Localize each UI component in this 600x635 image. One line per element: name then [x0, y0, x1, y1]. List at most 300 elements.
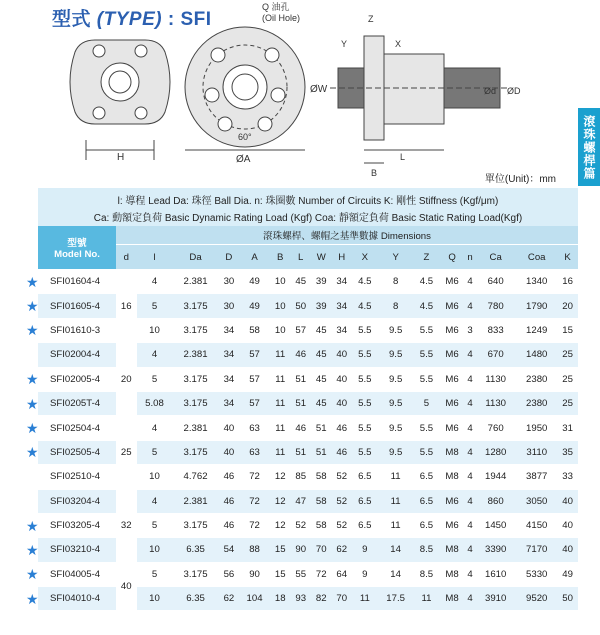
cell-x: 5.5 [352, 391, 378, 415]
cell-coa: 2380 [516, 367, 557, 391]
cell-n: 4 [465, 367, 475, 391]
model-cell: SFI02504-4 [38, 416, 116, 440]
cell-d: 54 [219, 538, 240, 562]
cell-ca: 640 [475, 270, 516, 294]
cell-k: 40 [557, 489, 578, 513]
cell-l: 90 [290, 538, 311, 562]
cell-ca: 670 [475, 343, 516, 367]
cell-da: 2.381 [172, 416, 218, 440]
cell-n: 4 [465, 416, 475, 440]
column-header-z: Z [414, 245, 440, 270]
cell-coa: 1790 [516, 294, 557, 318]
cell-k: 49 [557, 562, 578, 586]
cell-n: 3 [465, 318, 475, 342]
cell-w: 51 [311, 416, 332, 440]
cell-w: 45 [311, 367, 332, 391]
cell-q: M8 [439, 562, 465, 586]
cell-n: 4 [465, 489, 475, 513]
cell-n: 4 [465, 440, 475, 464]
cell-da: 3.175 [172, 294, 218, 318]
cell-d: 30 [219, 294, 240, 318]
cell-coa: 1950 [516, 416, 557, 440]
cell-d: 34 [219, 391, 240, 415]
model-cell: SFI02004-4 [38, 343, 116, 367]
cell-k: 50 [557, 587, 578, 611]
cell-n: 4 [465, 562, 475, 586]
cell-y: 8 [378, 294, 414, 318]
cell-x: 5.5 [352, 440, 378, 464]
cell-n: 4 [465, 587, 475, 611]
column-header-d: D [219, 245, 240, 270]
cell-w: 39 [311, 270, 332, 294]
cell-x: 6.5 [352, 489, 378, 513]
cell-a: 58 [239, 318, 270, 342]
star-icon: ★ [26, 420, 39, 437]
cell-coa: 3050 [516, 489, 557, 513]
star-icon: ★ [26, 566, 39, 583]
cell-ca: 780 [475, 294, 516, 318]
cell-y: 9.5 [378, 343, 414, 367]
cell-q: M6 [439, 416, 465, 440]
cell-y: 9.5 [378, 440, 414, 464]
cell-l: 46 [290, 343, 311, 367]
dim-D-label: ØD [507, 86, 521, 96]
cell-h: 46 [332, 416, 353, 440]
dim-X-label: X [395, 39, 402, 49]
cell-da: 6.35 [172, 587, 218, 611]
cell-q: M8 [439, 538, 465, 562]
cell-da: 4.762 [172, 465, 218, 489]
cell-h: 40 [332, 391, 353, 415]
cell-a: 57 [239, 367, 270, 391]
cell-da: 3.175 [172, 367, 218, 391]
cell-d: 56 [219, 562, 240, 586]
table-row [38, 343, 578, 367]
cell-w: 45 [311, 391, 332, 415]
cell-h: 52 [332, 513, 353, 537]
cell-h: 52 [332, 465, 353, 489]
column-header-x: X [352, 245, 378, 270]
cell-y: 11 [378, 489, 414, 513]
cell-l: 57 [290, 318, 311, 342]
cell-l: 10 [137, 587, 173, 611]
cell-l: 5 [137, 294, 173, 318]
cell-l: 55 [290, 562, 311, 586]
cell-w: 45 [311, 318, 332, 342]
cell-coa: 1249 [516, 318, 557, 342]
cell-a: 57 [239, 391, 270, 415]
column-header-n: n [465, 245, 475, 270]
cell-a: 90 [239, 562, 270, 586]
cell-z: 6.5 [414, 489, 440, 513]
model-cell: SFI04010-4 [38, 587, 116, 611]
cell-w: 58 [311, 489, 332, 513]
star-icon: ★ [26, 395, 39, 412]
cell-l: 47 [290, 489, 311, 513]
column-header-k: K [557, 245, 578, 270]
dim-d-label: Ød [484, 86, 497, 96]
cell-b: 10 [270, 270, 291, 294]
cell-x: 9 [352, 562, 378, 586]
cell-q: M8 [439, 587, 465, 611]
cell-l: 85 [290, 465, 311, 489]
legend-box [38, 188, 578, 226]
cell-n: 4 [465, 513, 475, 537]
cell-k: 25 [557, 367, 578, 391]
model-cell: SFI03210-4 [38, 538, 116, 562]
star-icon: ★ [26, 541, 39, 558]
cell-b: 12 [270, 513, 291, 537]
cell-a: 63 [239, 440, 270, 464]
cell-l: 10 [137, 538, 173, 562]
cell-a: 88 [239, 538, 270, 562]
star-icon: ★ [26, 322, 39, 339]
cell-x: 6.5 [352, 513, 378, 537]
table-row [38, 489, 578, 513]
cell-ca: 1944 [475, 465, 516, 489]
cell-h: 46 [332, 440, 353, 464]
model-cell: SFI01610-3 [38, 318, 116, 342]
cell-x: 5.5 [352, 343, 378, 367]
dim-angle-label: 60° [238, 132, 252, 142]
cell-w: 45 [311, 343, 332, 367]
cell-n: 4 [465, 343, 475, 367]
cell-k: 25 [557, 391, 578, 415]
cell-k: 16 [557, 270, 578, 294]
cell-b: 12 [270, 465, 291, 489]
dim-H-label: H [117, 152, 125, 163]
cell-b: 11 [270, 391, 291, 415]
cell-y: 14 [378, 538, 414, 562]
cell-a: 49 [239, 294, 270, 318]
cell-b: 10 [270, 294, 291, 318]
cell-da: 3.175 [172, 391, 218, 415]
model-header: 型號 Model No. [38, 226, 116, 270]
cell-l: 52 [290, 513, 311, 537]
nut-side-view [330, 36, 508, 163]
cell-x: 11 [352, 587, 378, 611]
cell-da: 2.381 [172, 343, 218, 367]
cell-coa: 7170 [516, 538, 557, 562]
star-icon: ★ [26, 371, 39, 388]
cell-b: 12 [270, 489, 291, 513]
cell-k: 15 [557, 318, 578, 342]
cell-d: 25 [116, 416, 137, 489]
cell-w: 70 [311, 538, 332, 562]
dim-Z-label: Z [368, 14, 374, 24]
star-icon: ★ [26, 298, 39, 315]
cell-coa: 5330 [516, 562, 557, 586]
cell-a: 104 [239, 587, 270, 611]
cell-b: 18 [270, 587, 291, 611]
star-icon: ★ [26, 273, 39, 290]
cell-d: 40 [219, 440, 240, 464]
cell-a: 72 [239, 465, 270, 489]
cell-n: 4 [465, 270, 475, 294]
cell-k: 40 [557, 513, 578, 537]
cell-coa: 1340 [516, 270, 557, 294]
column-header-h: H [332, 245, 353, 270]
cell-a: 57 [239, 343, 270, 367]
cell-l: 93 [290, 587, 311, 611]
cell-k: 40 [557, 538, 578, 562]
cell-y: 9.5 [378, 367, 414, 391]
cell-d: 46 [219, 489, 240, 513]
cell-y: 17.5 [378, 587, 414, 611]
table-row [38, 562, 578, 586]
oil-hole-label: Q 油孔 [262, 2, 290, 12]
cell-q: M6 [439, 391, 465, 415]
cell-z: 4.5 [414, 294, 440, 318]
star-icon: ★ [26, 517, 39, 534]
cell-z: 5.5 [414, 367, 440, 391]
cell-z: 5.5 [414, 343, 440, 367]
dim-W-label: ØW [310, 84, 328, 95]
cell-ca: 3910 [475, 587, 516, 611]
cell-d: 40 [116, 562, 137, 611]
cell-q: M6 [439, 270, 465, 294]
cell-ca: 3390 [475, 538, 516, 562]
cell-w: 51 [311, 440, 332, 464]
cell-coa: 3110 [516, 440, 557, 464]
model-cell: SFI02505-4 [38, 440, 116, 464]
model-cell: SFI03204-4 [38, 489, 116, 513]
cell-k: 35 [557, 440, 578, 464]
cell-d: 62 [219, 587, 240, 611]
oil-hole-label-en: (Oil Hole) [262, 13, 301, 23]
cell-ca: 1610 [475, 562, 516, 586]
cell-ca: 1450 [475, 513, 516, 537]
column-header-ca: Ca [475, 245, 516, 270]
cell-k: 31 [557, 416, 578, 440]
cell-z: 5 [414, 391, 440, 415]
cell-q: M6 [439, 294, 465, 318]
legend-line-1: l: 導程 Lead Da: 珠徑 Ball Dia. n: 珠圈數 Number of Circuits K: 剛性 Stiffness (Kgf/μm) [117, 196, 499, 207]
cell-z: 6.5 [414, 513, 440, 537]
cell-w: 39 [311, 294, 332, 318]
cell-x: 4.5 [352, 294, 378, 318]
dim-A-label: ØA [236, 154, 251, 165]
cell-h: 34 [332, 270, 353, 294]
cell-l: 4 [137, 270, 173, 294]
cell-q: M6 [439, 343, 465, 367]
cell-y: 14 [378, 562, 414, 586]
cell-x: 6.5 [352, 465, 378, 489]
cell-n: 4 [465, 538, 475, 562]
cell-d: 46 [219, 513, 240, 537]
section-tab[interactable]: 滾珠螺桿篇 [578, 108, 600, 186]
legend-line-2: Ca: 動額定負荷 Basic Dynamic Rating Load (Kgf) Coa: 靜額定負荷 Basic Static Rating Load(Kgf) [93, 213, 523, 224]
column-header-coa: Coa [516, 245, 557, 270]
cell-d: 40 [219, 416, 240, 440]
cell-ca: 833 [475, 318, 516, 342]
cell-x: 5.5 [352, 318, 378, 342]
cell-ca: 1130 [475, 367, 516, 391]
column-header-a: A [239, 245, 270, 270]
cell-y: 11 [378, 513, 414, 537]
cell-q: M6 [439, 513, 465, 537]
cell-da: 3.175 [172, 562, 218, 586]
cell-z: 6.5 [414, 465, 440, 489]
cell-b: 11 [270, 343, 291, 367]
column-header-q: Q [439, 245, 465, 270]
cell-b: 11 [270, 367, 291, 391]
dim-Y-label: Y [341, 39, 348, 49]
flange-front-view-truncated [70, 40, 170, 160]
cell-z: 5.5 [414, 318, 440, 342]
table-row [38, 416, 578, 440]
cell-n: 4 [465, 465, 475, 489]
cell-l: 10 [137, 318, 173, 342]
cell-coa: 1480 [516, 343, 557, 367]
cell-d: 32 [116, 489, 137, 562]
cell-z: 8.5 [414, 562, 440, 586]
cell-da: 3.175 [172, 318, 218, 342]
cell-l: 5 [137, 562, 173, 586]
column-header-l: l [137, 245, 173, 270]
cell-coa: 3877 [516, 465, 557, 489]
cell-l: 46 [290, 416, 311, 440]
cell-ca: 860 [475, 489, 516, 513]
cell-n: 4 [465, 391, 475, 415]
cell-b: 10 [270, 318, 291, 342]
cell-ca: 1130 [475, 391, 516, 415]
cell-n: 4 [465, 294, 475, 318]
cell-da: 3.175 [172, 440, 218, 464]
cell-l: 51 [290, 367, 311, 391]
cell-q: M8 [439, 440, 465, 464]
cell-x: 9 [352, 538, 378, 562]
model-cell: SFI03205-4 [38, 513, 116, 537]
cell-y: 11 [378, 465, 414, 489]
cell-da: 3.175 [172, 513, 218, 537]
spec-table [38, 226, 578, 611]
cell-y: 9.5 [378, 416, 414, 440]
column-header-da: Da [172, 245, 218, 270]
cell-l: 10 [137, 465, 173, 489]
cell-b: 11 [270, 440, 291, 464]
cell-l: 50 [290, 294, 311, 318]
cell-x: 5.5 [352, 367, 378, 391]
model-cell: SFI02005-4 [38, 367, 116, 391]
cell-d: 34 [219, 343, 240, 367]
cell-q: M6 [439, 367, 465, 391]
cell-l: 5 [137, 513, 173, 537]
cell-coa: 4150 [516, 513, 557, 537]
cell-a: 72 [239, 489, 270, 513]
page-title: 型式 (TYPE) : SFI [52, 9, 212, 30]
unit-label: 單位(Unit)：mm [484, 174, 556, 185]
cell-h: 34 [332, 294, 353, 318]
star-icon: ★ [26, 590, 39, 607]
cell-ca: 760 [475, 416, 516, 440]
cell-z: 8.5 [414, 538, 440, 562]
cell-l: 4 [137, 343, 173, 367]
cell-a: 63 [239, 416, 270, 440]
cell-k: 33 [557, 465, 578, 489]
model-cell: SFI02510-4 [38, 465, 116, 489]
cell-q: M6 [439, 318, 465, 342]
cell-q: M8 [439, 465, 465, 489]
cell-d: 16 [116, 270, 137, 343]
cell-b: 15 [270, 562, 291, 586]
cell-x: 4.5 [352, 270, 378, 294]
cell-k: 20 [557, 294, 578, 318]
cell-h: 34 [332, 318, 353, 342]
cell-q: M6 [439, 489, 465, 513]
cell-h: 62 [332, 538, 353, 562]
cell-da: 2.381 [172, 489, 218, 513]
cell-coa: 9520 [516, 587, 557, 611]
star-icon: ★ [26, 444, 39, 461]
cell-l: 5 [137, 440, 173, 464]
cell-da: 2.381 [172, 270, 218, 294]
cell-d: 30 [219, 270, 240, 294]
cell-l: 51 [290, 440, 311, 464]
column-header-y: Y [378, 245, 414, 270]
cell-a: 49 [239, 270, 270, 294]
cell-w: 58 [311, 465, 332, 489]
table-row [38, 270, 578, 294]
column-header-d: d [116, 245, 137, 270]
dim-L-label: L [400, 152, 406, 162]
cell-y: 9.5 [378, 391, 414, 415]
cell-d: 46 [219, 465, 240, 489]
cell-b: 11 [270, 416, 291, 440]
dim-B-label: B [371, 168, 378, 178]
cell-h: 40 [332, 343, 353, 367]
cell-z: 5.5 [414, 416, 440, 440]
dimensions-header: 滾珠螺桿、螺帽之基準數據 Dimensions [116, 226, 578, 245]
cell-h: 52 [332, 489, 353, 513]
cell-d: 34 [219, 367, 240, 391]
cell-a: 72 [239, 513, 270, 537]
cell-coa: 2380 [516, 391, 557, 415]
cell-w: 82 [311, 587, 332, 611]
cell-z: 4.5 [414, 270, 440, 294]
cell-ca: 1280 [475, 440, 516, 464]
cell-l: 5 [137, 367, 173, 391]
cell-z: 11 [414, 587, 440, 611]
model-cell: SFI01604-4 [38, 270, 116, 294]
cell-l: 45 [290, 270, 311, 294]
cell-w: 72 [311, 562, 332, 586]
model-cell: SFI0205T-4 [38, 391, 116, 415]
technical-drawings [0, 0, 600, 185]
cell-z: 5.5 [414, 440, 440, 464]
cell-y: 9.5 [378, 318, 414, 342]
column-header-b: B [270, 245, 291, 270]
cell-b: 15 [270, 538, 291, 562]
cell-k: 25 [557, 343, 578, 367]
cell-l: 51 [290, 391, 311, 415]
cell-h: 70 [332, 587, 353, 611]
cell-d: 20 [116, 343, 137, 416]
cell-l: 4 [137, 489, 173, 513]
cell-x: 5.5 [352, 416, 378, 440]
column-header-w: W [311, 245, 332, 270]
cell-l: 4 [137, 416, 173, 440]
cell-da: 6.35 [172, 538, 218, 562]
cell-h: 40 [332, 367, 353, 391]
cell-y: 8 [378, 270, 414, 294]
model-cell: SFI01605-4 [38, 294, 116, 318]
cell-h: 64 [332, 562, 353, 586]
cell-w: 58 [311, 513, 332, 537]
cell-l: 5.08 [137, 391, 173, 415]
column-header-l: L [290, 245, 311, 270]
model-cell: SFI04005-4 [38, 562, 116, 586]
